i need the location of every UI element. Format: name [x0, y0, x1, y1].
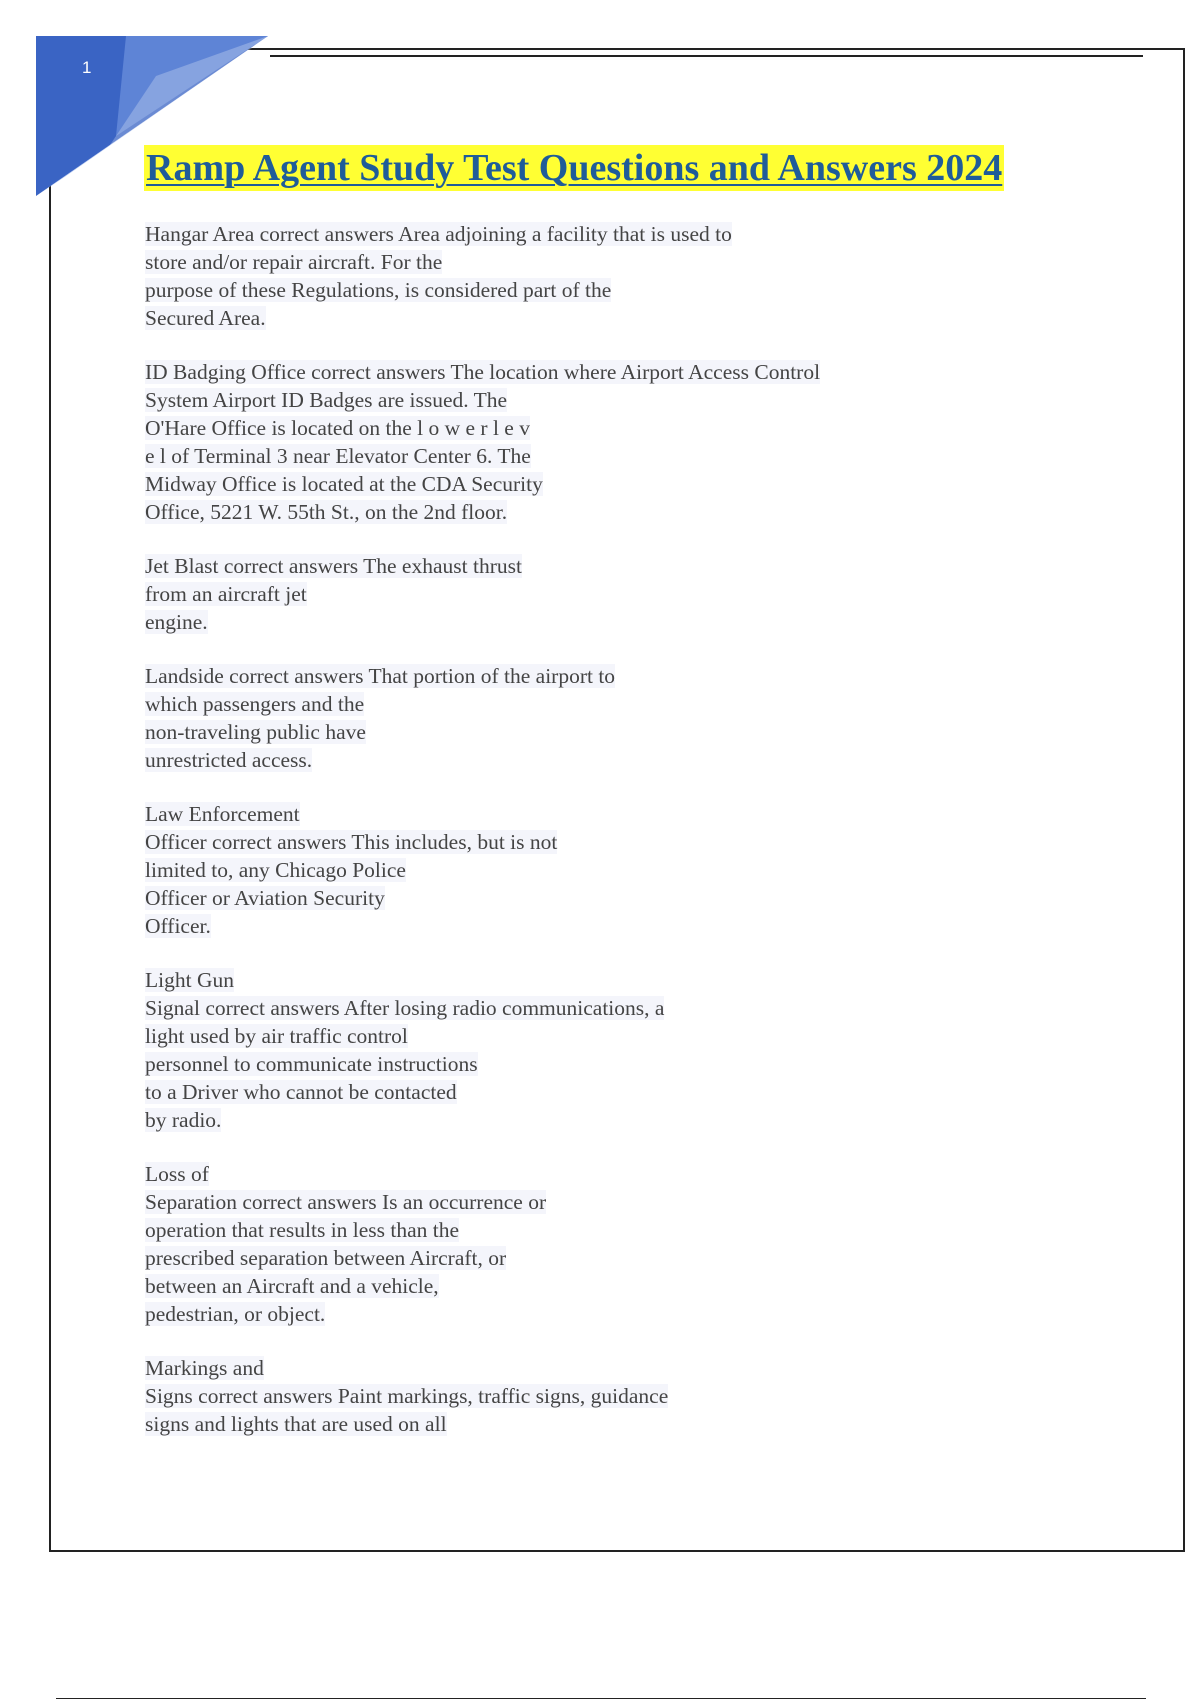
qa-entry-line [145, 1106, 1045, 1134]
qa-entry-line-text: by radio. [145, 1108, 222, 1132]
qa-entry-line-text: Hangar Area correct answers Area adjoining a facility that is used to [145, 222, 732, 246]
qa-entry-line-text: System Airport ID Badges are issued. The [145, 388, 508, 412]
qa-entry-line-text: pedestrian, or object. [145, 1302, 326, 1326]
qa-entry-line-text: Signal correct answers After losing radio communications, a [145, 996, 665, 1020]
qa-entry-line [145, 1022, 1045, 1050]
qa-entry-line [145, 994, 1045, 1022]
qa-entry-line-text: Markings and [145, 1356, 264, 1380]
qa-entry-line [145, 966, 1045, 994]
qa-entry-line-text: light used by air traffic control [145, 1024, 408, 1048]
qa-entry-line [145, 1272, 1045, 1300]
qa-entry-line-text: Office, 5221 W. 55th St., on the 2nd floor. [145, 500, 508, 524]
qa-entry-line-text: between an Aircraft and a vehicle, [145, 1274, 439, 1298]
qa-entry-line [145, 442, 1045, 470]
qa-entry [145, 358, 1045, 526]
qa-entry [145, 662, 1045, 774]
qa-entry-line [145, 800, 1045, 828]
qa-entry-line-text: from an aircraft jet [145, 582, 307, 606]
qa-entry-line [145, 662, 1045, 690]
qa-entry [145, 552, 1045, 636]
qa-entry-line [145, 220, 1045, 248]
qa-entry-line-text: Officer or Aviation Security [145, 886, 385, 910]
qa-entry-line [145, 1354, 1045, 1382]
qa-entry-line-text: prescribed separation between Aircraft, or [145, 1246, 507, 1270]
qa-entry-line-text: Law Enforcement [145, 802, 300, 826]
qa-entry-line [145, 884, 1045, 912]
qa-entry-line [145, 1410, 1045, 1438]
qa-entry-line [145, 828, 1045, 856]
page-number: 1 [82, 58, 92, 77]
qa-entry-line [145, 912, 1045, 940]
qa-entry-line-text: purpose of these Regulations, is considered part of the [145, 278, 612, 302]
qa-entry-line [145, 856, 1045, 884]
qa-entry-line [145, 1078, 1045, 1106]
qa-entry-line-text: operation that results in less than the [145, 1218, 460, 1242]
qa-entry-line-text: limited to, any Chicago Police [145, 858, 406, 882]
qa-entry-line-text: e l of Terminal 3 near Elevator Center 6. The [145, 444, 531, 468]
qa-entry-line-text: O'Hare Office is located on the l o w e r l e v [145, 416, 530, 440]
qa-entry-line-text: Loss of [145, 1162, 209, 1186]
qa-entry-line [145, 304, 1045, 332]
qa-entry-line [145, 1160, 1045, 1188]
qa-entry-line-text: unrestricted access. [145, 748, 313, 772]
qa-entry-line [145, 1382, 1045, 1410]
qa-entry-line-text: Jet Blast correct answers The exhaust thrust [145, 554, 522, 578]
qa-entry-line-text: ID Badging Office correct answers The location where Airport Access Control [145, 360, 821, 384]
qa-entry-line-text: Midway Office is located at the CDA Security [145, 472, 543, 496]
qa-entry-line-text: to a Driver who cannot be contacted [145, 1080, 457, 1104]
qa-entry-line [145, 1300, 1045, 1328]
qa-entry-line [145, 580, 1045, 608]
qa-entry [145, 800, 1045, 940]
qa-entry-line [145, 498, 1045, 526]
qa-entry-line [145, 386, 1045, 414]
qa-entry-line [145, 690, 1045, 718]
footer-rule [56, 1698, 1146, 1699]
qa-entry-line [145, 1188, 1045, 1216]
qa-entry-line [145, 414, 1045, 442]
qa-entry-line [145, 1050, 1045, 1078]
qa-entry-line-text: signs and lights that are used on all [145, 1412, 447, 1436]
qa-content [145, 220, 1045, 1464]
qa-entry [145, 1354, 1045, 1438]
qa-entry-line-text: non-traveling public have [145, 720, 366, 744]
qa-entry-line [145, 1216, 1045, 1244]
qa-entry-line-text: engine. [145, 610, 208, 634]
qa-entry-line-text: which passengers and the [145, 692, 365, 716]
qa-entry [145, 1160, 1045, 1328]
qa-entry-line-text: Officer. [145, 914, 211, 938]
qa-entry [145, 966, 1045, 1134]
qa-entry-line-text: Signs correct answers Paint markings, traffic signs, guidance [145, 1384, 669, 1408]
header-rule [270, 55, 1143, 57]
qa-entry-line [145, 608, 1045, 636]
qa-entry [145, 220, 1045, 332]
qa-entry-line-text: store and/or repair aircraft. For the [145, 250, 443, 274]
qa-entry-line [145, 552, 1045, 580]
qa-entry-line [145, 358, 1045, 386]
qa-entry-line-text: Light Gun [145, 968, 234, 992]
qa-entry-line [145, 276, 1045, 304]
qa-entry-line [145, 470, 1045, 498]
qa-entry-line-text: Secured Area. [145, 306, 266, 330]
qa-entry-line-text: Separation correct answers Is an occurrence or [145, 1190, 547, 1214]
qa-entry-line-text: Officer correct answers This includes, but is not [145, 830, 558, 854]
document-title: Ramp Agent Study Test Questions and Answers 2024 [146, 147, 1003, 189]
qa-entry-line-text: personnel to communicate instructions [145, 1052, 478, 1076]
qa-entry-line [145, 1244, 1045, 1272]
qa-entry-line [145, 718, 1045, 746]
qa-entry-line [145, 248, 1045, 276]
qa-entry-line [145, 746, 1045, 774]
qa-entry-line-text: Landside correct answers That portion of the airport to [145, 664, 616, 688]
